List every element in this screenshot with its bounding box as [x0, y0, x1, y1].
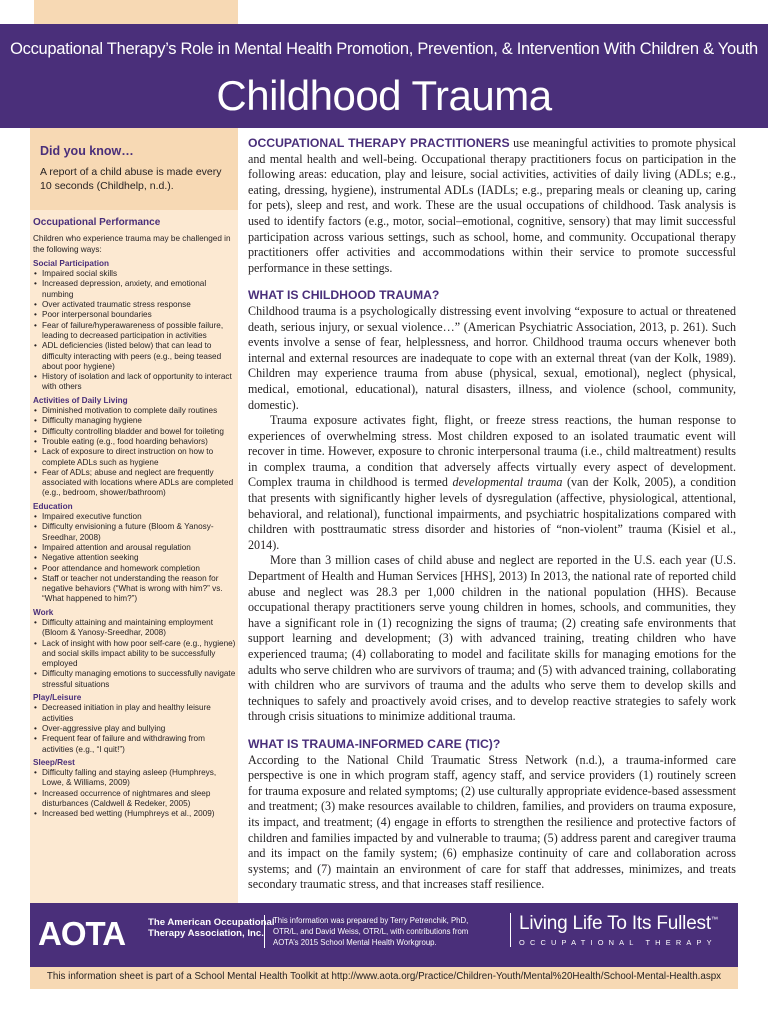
list-item: • Negative attention seeking	[33, 553, 237, 563]
occupational-performance	[33, 218, 237, 820]
list-item: • Fear of ADLs; abuse and neglect are frequently associated with locations where ADLs are completed (e.g., bedroom, shower/bathroom)	[33, 468, 237, 499]
list-item: • Decreased initiation in play and healthy leisure activities	[33, 703, 237, 724]
list-item: • Staff or teacher not understanding the reason for negative behaviors (“What is wrong with him?” vs. “What happened to him?”)	[33, 574, 237, 605]
category-heading: Activities of Daily Living	[33, 395, 128, 405]
list-item: • ADL deficiencies (listed below) that can lead to difficulty interacting with peers (e.g., being teased about poor hygiene)	[33, 341, 237, 372]
trademark-mark: ™	[710, 916, 718, 924]
list-item: • Poor interpersonal boundaries	[33, 310, 237, 320]
footer-band	[30, 903, 738, 967]
section1-p2-part-a: Trauma exposure activates fight, flight, or freeze stress reactions, the human response to experiences of overwhelming stress. Most children exposed to an isolated traumatic event will recover in time. However, exposure to chronic interpersonal trauma (i.e., child maltreatment) results in complex trauma, a condition that adversely affects virtually every aspect of development. Complex trauma in childhood is termed	[248, 413, 736, 490]
page-bottom-margin	[0, 989, 768, 1024]
category-list	[33, 269, 237, 393]
tagline-text: Living Life To Its Fullest	[519, 913, 711, 934]
category-heading: Work	[33, 607, 54, 617]
list-item: • Difficulty envisioning a future (Bloom & Yanosy-Sreedhar, 2008)	[33, 522, 237, 543]
header-subtitle: Occupational Therapy’s Role in Mental Health Promotion, Prevention, & Intervention With Children & Youth	[10, 40, 758, 58]
performance-categories	[33, 259, 237, 820]
did-you-know-box	[30, 128, 238, 210]
list-item: • Difficulty falling and staying asleep (Humphreys, Lowe, & Williams, 2009)	[33, 768, 237, 789]
aota-logo-letters: AOTA	[38, 917, 126, 949]
section1-p2-italic: developmental trauma	[452, 475, 563, 490]
section2-paragraph-1: According to the National Child Traumatic Stress Network (n.d.), a trauma-informed care perspective is one in which program staff, agency staff, and service providers (1) routinely screen for trauma exposure and related symptoms; (2) use culturally appropriate evidence-based assessment and treatment; (3) make resources available to children, families, and providers on trauma exposure, its impact, and treatment; (4) engage in efforts to strengthen the resilience and protective factors of children and families impacted by and vulnerable to trauma; (5) address parent and caregiver trauma and its impact on the family system; (6) emphasize continuity of care and collaboration across systems; and (7) maintain an environment of care for staff that addresses, minimizes, and treats secondary traumatic stress, and that increases staff resilience.	[248, 752, 736, 892]
category-list	[33, 768, 237, 819]
credit-text: This information was prepared by Terry Petrenchik, PhD, OTR/L, and David Weiss, OTR/L, with contributions from AOTA’s 2015 School Mental Health Workgroup.	[264, 915, 493, 948]
list-item: • Over-aggressive play and bullying	[33, 724, 237, 734]
category-list	[33, 703, 237, 754]
tagline-block	[510, 913, 747, 947]
category-list	[33, 406, 237, 499]
category-heading: Sleep/Rest	[33, 757, 75, 767]
list-item: • Trouble eating (e.g., food hoarding behaviors)	[33, 437, 237, 447]
aota-logo-mark	[38, 917, 142, 949]
list-item: • Increased bed wetting (Humphreys et al., 2009)	[33, 809, 237, 819]
toolkit-link-text[interactable]: This information sheet is part of a School Mental Health Toolkit at http://www.aota.org/Practice/Children-Youth/Mental%20Health/School-Mental-Health.aspx	[46, 971, 722, 982]
page-title: Childhood Trauma	[216, 72, 552, 119]
main-column	[248, 136, 736, 893]
list-item: • Impaired attention and arousal regulation	[33, 543, 237, 553]
list-item: • Difficulty managing emotions to successfully navigate stressful situations	[33, 669, 237, 690]
list-item: • Poor attendance and homework completion	[33, 564, 237, 574]
list-item: • Difficulty managing hygiene	[33, 416, 237, 426]
section1-paragraph-3: More than 3 million cases of child abuse and neglect are reported in the U.S. each year (U.S. Department of Health and Human Services [HHS], 2013) In 2013, the national rate of reported child abuse and neglect was 28.3 per 1,000 children in the national population (HHS). Because occupational therapy practitioners serve young children in homes, schools, and communities, they have a significant role in (1) recognizing the signs of trauma; (2) creating safe environments that support learning and development; (3) with advanced training, treating children who have experienced trauma; (4) collaborating to model and facilitate skills for managing emotions for the adults who serve children who are survivors of trauma; and (5) with advanced training, collaborating with children who are survivors of trauma and the adults who serve them to develop skills and techniques to safely and proactively avoid crises, and to develop reactive strategies to safely work through crisis situations to minimize additional trauma.	[248, 553, 736, 724]
section1-paragraph-2	[248, 413, 736, 553]
list-item: • Over activated traumatic stress response	[33, 300, 237, 310]
list-item: • History of isolation and lack of opportunity to interact with others	[33, 372, 237, 393]
list-item: • Diminished motivation to complete daily routines	[33, 406, 237, 416]
tagline-sub: OCCUPATIONAL THERAPY	[519, 938, 717, 947]
occupational-performance-intro: Children who experience trauma may be challenged in the following ways:	[33, 234, 231, 254]
list-item: • Impaired social skills	[33, 269, 237, 279]
header-banner	[0, 24, 768, 128]
list-item: • Lack of insight with how poor self-care (e.g., hygiene) and social skills impact ability to be successfully employed	[33, 639, 237, 670]
category-list	[33, 618, 237, 690]
aota-logo	[38, 917, 142, 949]
list-item: • Difficulty controlling bladder and bowel for toileting	[33, 427, 237, 437]
section1-p2-part-b: (van der Kolk, 2005), a condition that presents with significantly higher levels of dysregulation (affective, physiological, attentional, behavioral, and relational), functional impairments, and psychiatric hospitalizations compared with children with posttraumatic stress disorder and histories of “non-violent” trauma (Kisiel et al., 2014).	[248, 475, 737, 552]
section1-paragraph-1: Childhood trauma is a psychologically distressing event involving “exposure to actual or threatened death, serious injury, or sexual violence…” (American Psychiatric Association, 2013, p. 261). Such events involve a sense of fear, helplessness, and horror. Childhood trauma occurs whenever both internal and external resources are inadequate to cope with an external threat (van der Kolk, 1989). Children may experience trauma from abuse (physical, sexual, emotional), neglect (physical, medical, emotional, educational), natural disasters, illness, and violence (school, community, domestic).	[248, 303, 736, 412]
category-heading: Play/Leisure	[33, 693, 82, 703]
intro-text: use meaningful activities to promote physical and mental health and well-being. Occupational therapy practitioners focus on participation in the following areas: education, play and leisure, social activities, activities of daily living (ADLs; e.g., eating, dressing, hygiene), instrumental ADLs (IADLs; e.g., preparing meals or cleaning up, caring for pets), sleep and rest, and work. These are the usual occupations of childhood. Task analysis is used to identify factors (e.g., motor, social–emotional, cognitive, sensory) that may limit successful participation across various settings, such as school, home, and community. Occupational therapy practitioners offer activities and accommodations within their service to promote successful performance in these settings.	[248, 136, 736, 275]
list-item: • Increased depression, anxiety, and emotional numbing	[33, 279, 237, 300]
occupational-performance-title: Occupational Performance	[33, 217, 161, 228]
toolkit-bar	[30, 967, 738, 989]
category-heading: Social Participation	[33, 258, 109, 268]
sidebar	[30, 128, 238, 903]
top-accent-tab	[34, 0, 238, 26]
list-item: • Increased occurrence of nightmares and sleep disturbances (Caldwell & Redeker, 2005)	[33, 789, 237, 810]
list-item: • Difficulty attaining and maintaining employment (Bloom & Yanosy-Sreedhar, 2008)	[33, 618, 237, 639]
did-you-know-text: A report of a child abuse is made every 10 seconds (Childhelp, n.d.).	[40, 166, 222, 192]
section-heading-childhood-trauma: WHAT IS CHILDHOOD TRAUMA?	[248, 288, 440, 303]
did-you-know-title: Did you know…	[40, 144, 134, 158]
tagline-main	[519, 913, 747, 935]
list-item: • Lack of exposure to direct instruction on how to complete ADLs such as hygiene	[33, 447, 237, 468]
category-heading: Education	[33, 501, 73, 511]
section-heading-tic: WHAT IS TRAUMA-INFORMED CARE (TIC)?	[248, 736, 501, 751]
category-list	[33, 512, 237, 605]
list-item: • Impaired executive function	[33, 512, 237, 522]
intro-paragraph	[248, 136, 736, 276]
intro-heading: OCCUPATIONAL THERAPY PRACTITIONERS	[248, 136, 510, 150]
aota-org-name: The American Occupational Therapy Association, Inc.	[148, 917, 275, 939]
list-item: • Fear of failure/hyperawareness of possible failure, leading to decreased participation in activities	[33, 321, 237, 342]
list-item: • Frequent fear of failure and withdrawing from activities (e.g., “I quit!”)	[33, 734, 237, 755]
